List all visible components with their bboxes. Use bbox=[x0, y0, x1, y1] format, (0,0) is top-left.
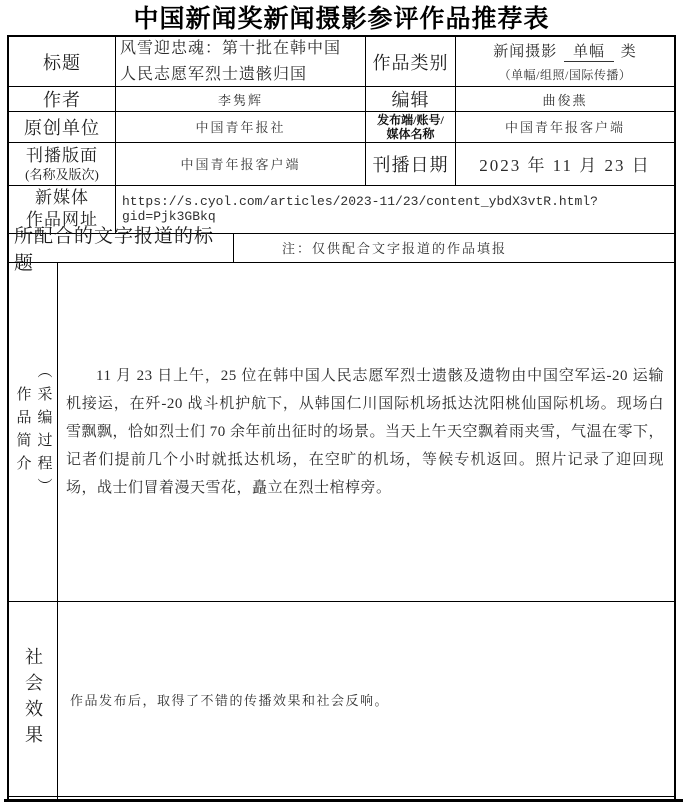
layout-label-line2: (名称及版次) bbox=[25, 166, 99, 182]
url-label-line2: 作品网址 bbox=[26, 210, 98, 230]
category-type-underlined: 单幅 bbox=[564, 40, 614, 62]
publish-date-label: 刊播日期 bbox=[366, 143, 456, 185]
row-effect bbox=[9, 602, 674, 797]
page-title: 中国新闻奖新闻摄影参评作品推荐表 bbox=[133, 5, 550, 33]
category-value bbox=[456, 37, 674, 86]
category-options: （单幅/组照/国际传播） bbox=[498, 68, 632, 82]
category-prefix: 新闻摄影 bbox=[493, 44, 558, 60]
author-label: 作者 bbox=[9, 87, 116, 111]
origin-unit-label: 原创单位 bbox=[9, 112, 116, 142]
text-report-note: 注：仅供配合文字报道的作品填报 bbox=[282, 241, 508, 257]
layout-label bbox=[9, 143, 116, 185]
recommendation-table bbox=[7, 35, 676, 802]
effect-label bbox=[9, 602, 58, 796]
category-selection bbox=[491, 40, 639, 62]
title-label: 标题 bbox=[9, 37, 116, 86]
layout-label-line1: 刊播版面 bbox=[26, 145, 98, 165]
effect-text: 作品发布后，取得了不错的传播效果和社会反响。 bbox=[70, 692, 390, 708]
layout-value: 中国青年报客户端 bbox=[116, 143, 366, 185]
publish-platform-label-line1: 发布端/账号/ bbox=[377, 112, 444, 127]
effect-value bbox=[58, 602, 674, 796]
publish-platform-value: 中国青年报客户端 bbox=[504, 120, 625, 136]
category-suffix: 类 bbox=[620, 44, 637, 60]
row-intro bbox=[9, 263, 674, 602]
editor-value: 曲俊燕 bbox=[542, 92, 588, 108]
row-title bbox=[9, 37, 674, 87]
row-text-report bbox=[9, 225, 674, 274]
row-layout bbox=[9, 143, 674, 186]
title-value bbox=[116, 37, 366, 86]
intro-vertical-label bbox=[13, 363, 54, 501]
author-value: 李隽辉 bbox=[116, 87, 366, 111]
intro-value bbox=[58, 263, 674, 601]
text-report-label: 所配合的文字报道的标题 bbox=[9, 234, 234, 262]
editor-label: 编辑 bbox=[366, 87, 456, 111]
publish-platform-label bbox=[366, 112, 456, 142]
intro-label-col2: （采编过程） bbox=[35, 363, 52, 502]
intro-label bbox=[9, 263, 58, 601]
origin-unit-value: 中国青年报社 bbox=[116, 112, 366, 142]
publish-platform-label-line2: 媒体名称 bbox=[386, 126, 435, 141]
row-origin bbox=[9, 112, 674, 143]
url-label-line1: 新媒体 bbox=[35, 188, 89, 208]
row-author bbox=[9, 87, 674, 112]
intro-label-col1: 作品简介 bbox=[14, 386, 31, 479]
category-label: 作品类别 bbox=[366, 37, 456, 86]
title-value-line2: 人民志愿军烈士遗骸归国 bbox=[120, 65, 308, 83]
url-value: https://s.cyol.com/articles/2023-11/23/content_ybdX3vtR.html?gid=Pjk3GBkq bbox=[122, 194, 598, 225]
publish-date-value: 2023 年 11 月 23 日 bbox=[479, 156, 651, 176]
intro-text: 11 月 23 日上午，25 位在韩中国人民志愿军烈士遗骸及遗物由中国空军运-20 运输机接运，在歼-20 战斗机护航下，从韩国仁川国际机场抵达沈阳桃仙国际机场。现场白雪飘飘，恰如烈士们 70 余年前出征时的场景。当天上午天空飘着雨夹雪，气温在零下，记者们提前几个小时就抵达机场，在空旷的机场，等候专机返回。照片记录了迎回现场，战士们冒着漫天雪花，矗立在烈士棺椁旁。 bbox=[66, 368, 665, 497]
title-value-line1: 风雪迎忠魂：第十批在韩中国 bbox=[120, 39, 342, 57]
effect-vertical-label: 社会效果 bbox=[23, 647, 43, 752]
